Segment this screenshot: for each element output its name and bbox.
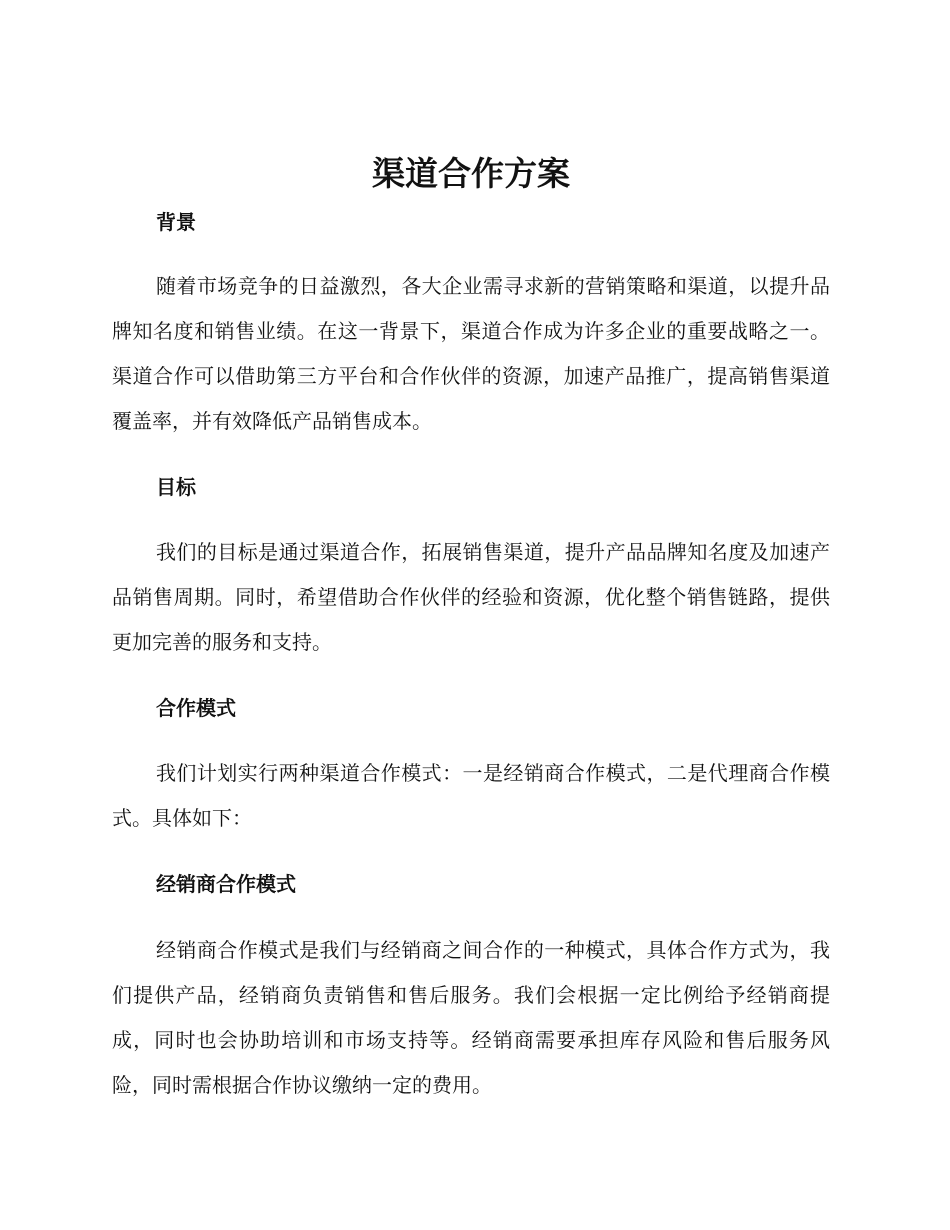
section-body-cooperation-mode: 我们计划实行两种渠道合作模式：一是经销商合作模式，二是代理商合作模式。具体如下： xyxy=(112,761,830,830)
section-heading-background: 背景 xyxy=(156,210,196,234)
section-heading-dealer-mode: 经销商合作模式 xyxy=(156,872,296,896)
section-body-background: 随着市场竞争的日益激烈，各大企业需寻求新的营销策略和渠道，以提升品牌知名度和销售业绩。在这一背景下，渠道合作成为许多企业的重要战略之一。渠道合作可以借助第三方平台和合作伙伴的资源，加速产品推广，提高销售渠道覆盖率，并有效降低产品销售成本。 xyxy=(112,274,830,433)
document-content xyxy=(112,148,830,1108)
section-heading-cooperation-mode: 合作模式 xyxy=(156,696,236,720)
document-title: 渠道合作方案 xyxy=(372,154,570,193)
section-heading-goals: 目标 xyxy=(156,475,196,499)
section-body-dealer-mode: 经销商合作模式是我们与经销商之间合作的一种模式，具体合作方式为，我们提供产品，经销商负责销售和售后服务。我们会根据一定比例给予经销商提成，同时也会协助培训和市场支持等。经销商需要承担库存风险和售后服务风险，同时需根据合作协议缴纳一定的费用。 xyxy=(112,938,830,1097)
section-body-goals: 我们的目标是通过渠道合作，拓展销售渠道，提升产品品牌知名度及加速产品销售周期。同时，希望借助合作伙伴的经验和资源，优化整个销售链路，提供更加完善的服务和支持。 xyxy=(112,540,830,654)
